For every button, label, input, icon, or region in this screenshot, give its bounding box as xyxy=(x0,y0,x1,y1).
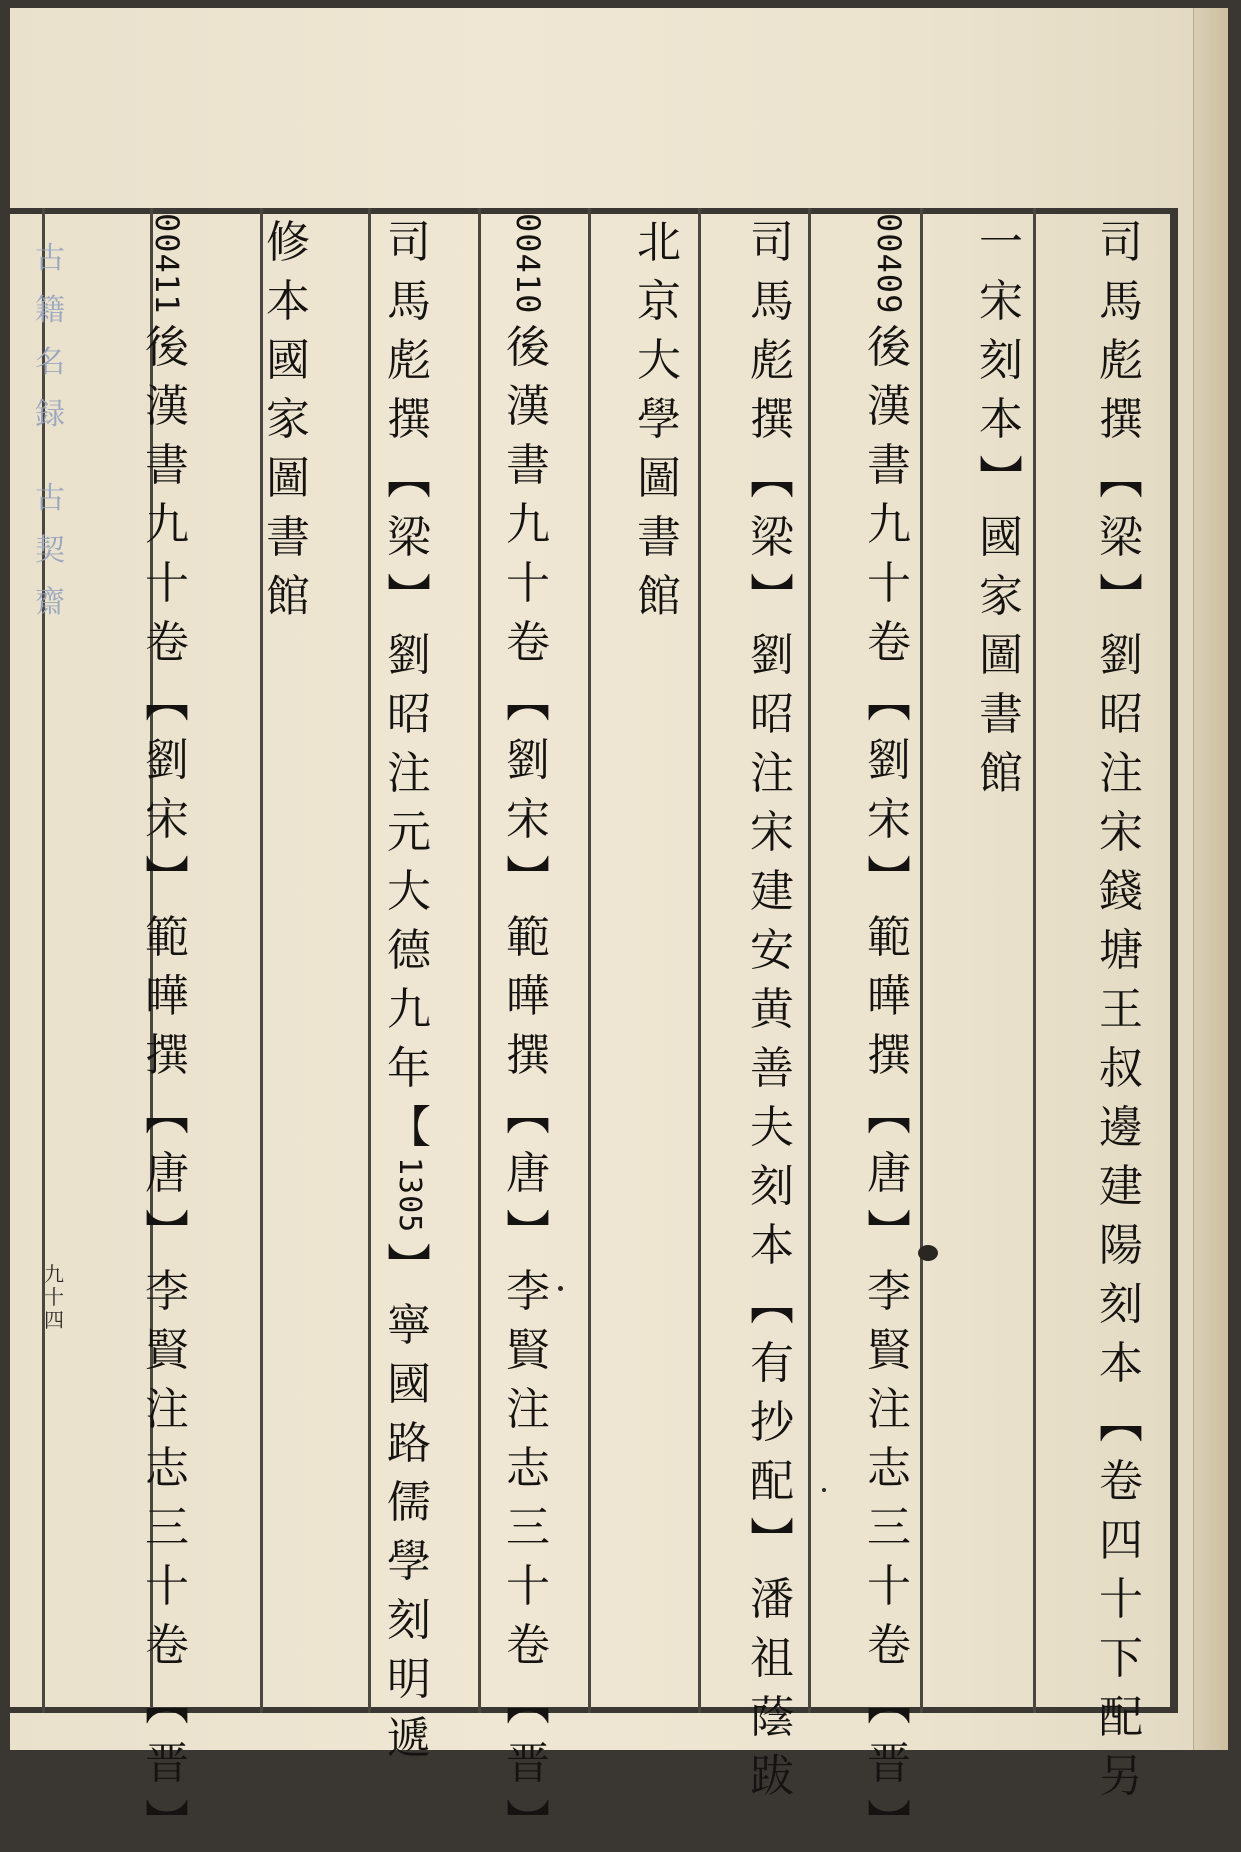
ink-speck xyxy=(822,1488,826,1492)
text-column: 一 宋 刻 本 ︼ 國 家 圖 書 館 xyxy=(979,217,1023,799)
book-spine xyxy=(1193,8,1228,1750)
entry-number: 00409 xyxy=(870,213,908,315)
column-rule xyxy=(588,208,591,1713)
text-column: 司 馬 彪 撰 ︻ 梁 ︼ 劉 昭 注 宋 錢 塘 王 叔 邊 建 陽 刻 本 ︻ 卷 四 十 下 配 另 xyxy=(1099,217,1143,1802)
text-column: 北 京 大 學 圖 書 館 xyxy=(637,217,681,622)
ink-blot xyxy=(918,1245,938,1261)
text-column: 00411 後 漢 書 九 十 卷 ︻ 劉 宋 ︼ 範 曄 撰 ︻ 唐 ︼ 李 賢 注 志 三 十 卷 ︻ 晋 ︼ xyxy=(145,213,189,1849)
margin-title-text: 古 籍 名 録 xyxy=(35,241,65,432)
text-column: 00410 後 漢 書 九 十 卷 ︻ 劉 宋 ︼ 範 曄 撰 ︻ 唐 ︼ 李 賢 注 志 三 十 卷 ︻ 晋 ︼ xyxy=(506,213,550,1849)
entry-number: 00411 xyxy=(148,213,186,315)
margin-running-title xyxy=(30,233,70,629)
entry-number: 00410 xyxy=(509,213,547,315)
column-rule xyxy=(698,208,701,1713)
text-column: 司 馬 彪 撰 ︻ 梁 ︼ 劉 昭 注 宋 建 安 黄 善 夫 刻 本 ︻ 有 抄 配 ︼ 潘 祖 蔭 跋 xyxy=(750,217,794,1802)
text-column: 00409 後 漢 書 九 十 卷 ︻ 劉 宋 ︼ 範 曄 撰 ︻ 唐 ︼ 李 賢 注 志 三 十 卷 ︻ 晋 ︼ xyxy=(867,213,911,1849)
margin-publisher-text: 古 契 齋 xyxy=(35,481,65,620)
text-column: 修 本 國 家 圖 書 館 xyxy=(266,217,310,622)
text-column: 司 馬 彪 撰 ︻ 梁 ︼ 劉 昭 注 元 大 德 九 年 【 1305 ︼ 寧 國 路 儒 學 刻 明 遞 xyxy=(387,217,431,1765)
ink-speck xyxy=(558,1286,563,1291)
book-page xyxy=(10,8,1228,1849)
column-rule xyxy=(808,208,811,1713)
column-rule xyxy=(368,208,371,1713)
column-rule xyxy=(478,208,481,1713)
page-number: 九 十 四 xyxy=(44,1262,64,1332)
